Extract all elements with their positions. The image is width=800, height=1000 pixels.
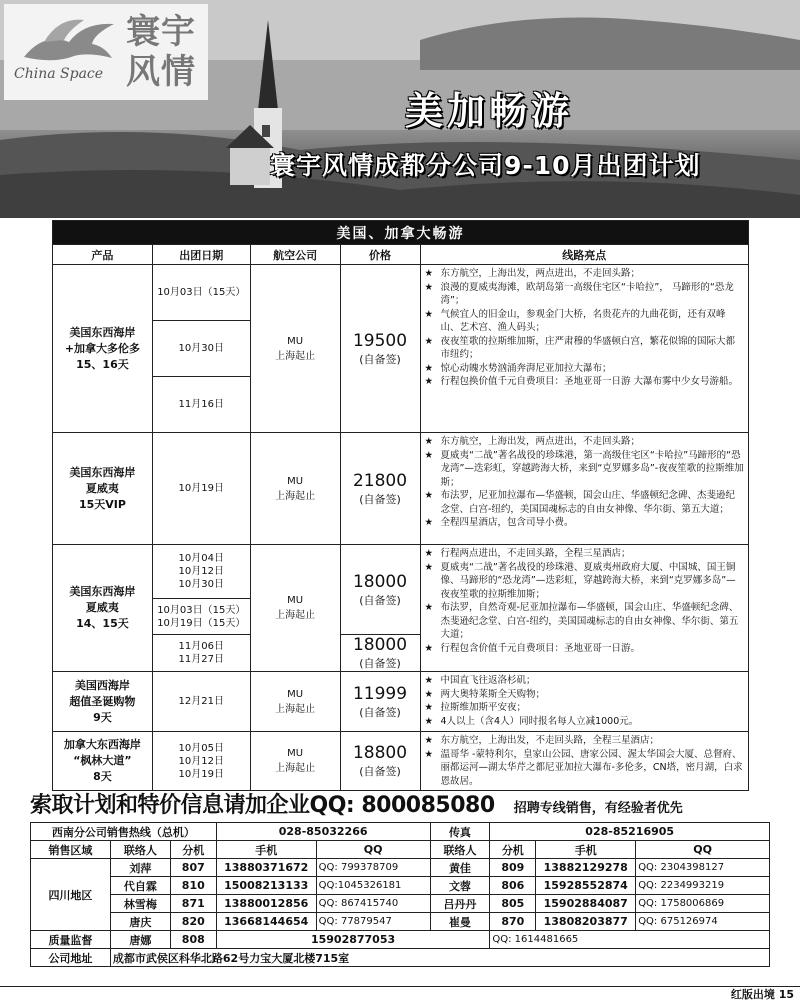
column-header: 分机 (170, 841, 216, 859)
contact-table (30, 822, 770, 967)
highlights-cell: ★ 中国直飞往返洛杉矶； ★ 两大奥特莱斯全天购物； ★ 拉斯维加斯平安夜； ★ 4人以上（含4人）同时报名每人立减1000元。 (420, 672, 749, 732)
qq: QQ: 1758006869 (636, 895, 770, 913)
hotline-row (31, 823, 770, 841)
contact-name: 代自霖 (110, 877, 170, 895)
date-cell: 11月06日 11月27日 (152, 635, 250, 672)
column-header: 出团日期 (152, 245, 250, 265)
hotline-number: 028-85032266 (216, 823, 430, 841)
price-cell: 18000 (自备签) (340, 635, 420, 672)
mobile: 13882129278 (536, 859, 636, 877)
table-header-row (53, 245, 749, 265)
column-header: 销售区域 (31, 841, 111, 859)
qq: QQ: 675126974 (636, 913, 770, 931)
airline-cell: MU 上海起止 (250, 732, 340, 791)
address-row (31, 949, 770, 967)
page-title: 美加畅游 (405, 89, 574, 133)
column-header: 联络人 (110, 841, 170, 859)
column-header: 手机 (536, 841, 636, 859)
contact-name: 林雪梅 (110, 895, 170, 913)
date-cell: 10月30日 (152, 321, 250, 377)
date-cell: 11月16日 (152, 377, 250, 433)
contact-header-row (31, 841, 770, 859)
product-cell: 美国东西海岸 +加拿大多伦多 15、16天 (53, 265, 153, 433)
contact-name: 唐庆 (110, 913, 170, 931)
column-header: QQ (636, 841, 770, 859)
table-row (31, 859, 770, 877)
table-row (53, 545, 749, 599)
extension: 807 (170, 859, 216, 877)
logo (4, 4, 208, 100)
mobile: 15902884087 (536, 895, 636, 913)
qq: QQ:1045326181 (316, 877, 430, 895)
contact-name: 文蓉 (430, 877, 490, 895)
airline-cell: MU 上海起止 (250, 433, 340, 545)
qq: QQ: 1614481665 (490, 931, 770, 949)
table-row (31, 913, 770, 931)
extension: 870 (490, 913, 536, 931)
product-cell: 美国西海岸 超值圣诞购物 9天 (53, 672, 153, 732)
contact-name: 黄佳 (430, 859, 490, 877)
highlights-cell: ★ 东方航空，上海出发，两点进出，不走回头路； ★ 夏威夷“二战”著名战役的珍珠港，第一高级住宅区“卡哈拉”马蹄形的“恐龙湾”—迭彩虹，穿越跨海大桥，来到“克罗娜多岛”-夜夜笙歌的拉斯维加斯； ★ 布法罗，尼亚加拉瀑布—华盛顿，国会山庄、华盛顿纪念碑、杰斐逊纪念堂、白宫-纽约，美国国魂标志的自由女神像、华尔街、第五大道； ★ 全程四星酒店，包含司导小费。 (420, 433, 749, 545)
contact-name: 崔曼 (430, 913, 490, 931)
contact-name: 刘萍 (110, 859, 170, 877)
hotline-label: 西南分公司销售热线（总机） (31, 823, 217, 841)
contact-name: 唐娜 (110, 931, 170, 949)
price-cell: 19500 (自备签) (340, 265, 420, 433)
table-row (53, 265, 749, 321)
date-cell: 12月21日 (152, 672, 250, 732)
qq: QQ: 799378709 (316, 859, 430, 877)
mobile: 13668144654 (216, 913, 316, 931)
highlights-cell: ★ 行程两点进出，不走回头路，全程三星酒店； ★ 夏威夷“二战”著名战役的珍珠港、夏威夷州政府大厦、中国城、国王铜像、马蹄形的“恐龙湾”—迭彩虹，穿越跨海大桥，来到“克罗娜多岛”—夜夜笙歌的拉斯维加斯； ★ 布法罗，自然奇观-尼亚加拉瀑布—华盛顿，国会山庄、华盛顿纪念碑、杰斐逊纪念堂、白宫-纽约，美国国魂标志的自由女神像、华尔街、第五大道； ★ 行程包含价值千元自费项目：圣地亚哥一日游。 (420, 545, 749, 672)
page-footer: 红版出境 15 (730, 988, 794, 1000)
mobile: 13880012856 (216, 895, 316, 913)
date-cell: 10月19日 (152, 433, 250, 545)
extension: 805 (490, 895, 536, 913)
region-cell: 四川地区 (31, 859, 111, 931)
qq: QQ: 867415740 (316, 895, 430, 913)
qq: QQ: 77879547 (316, 913, 430, 931)
extension: 806 (490, 877, 536, 895)
footer-divider (0, 986, 800, 987)
highlights-cell: ★ 东方航空，上海出发，两点进出，不走回头路； ★ 浪漫的夏威夷海滩，欧胡岛第一高级住宅区“卡哈拉”， 马蹄形的“恐龙湾”； ★ 气候宜人的旧金山，参观金门大桥，名贵花卉的九曲花街，还有双峰山、艺术宫、渔人码头； ★ 夜夜笙歌的拉斯维加斯，庄严肃穆的华盛顿白宫，繁花似锦的国际大都市纽约； ★ 惊心动魄水势汹涌奔湃尼亚加拉大瀑布； ★ 行程包换价值千元自费项目：圣地亚哥一日游 大瀑布雾中少女号游船。 (420, 265, 749, 433)
column-header: 联络人 (430, 841, 490, 859)
extension: 810 (170, 877, 216, 895)
supervisor-row (31, 931, 770, 949)
qq-info: 索取计划和特价信息请加企业QQ: 800085080 (30, 793, 495, 818)
extension: 808 (170, 931, 216, 949)
date-cell: 10月04日 10月12日 10月30日 (152, 545, 250, 599)
mobile: 13880371672 (216, 859, 316, 877)
table-row (53, 732, 749, 791)
fax-number: 028-85216905 (490, 823, 770, 841)
column-header: 线路亮点 (420, 245, 749, 265)
extension: 809 (490, 859, 536, 877)
date-cell: 10月03日（15天） 10月19日（15天） (152, 599, 250, 635)
mobile: 15928552874 (536, 877, 636, 895)
qq: QQ: 2234993219 (636, 877, 770, 895)
airline-cell: MU 上海起止 (250, 672, 340, 732)
table-row (31, 877, 770, 895)
qq-call-to-action (30, 788, 790, 824)
table-row (53, 672, 749, 732)
column-header: 分机 (490, 841, 536, 859)
date-cell: 10月03日（15天） (152, 265, 250, 321)
column-header: 价格 (340, 245, 420, 265)
price-cell: 11999 (自备签) (340, 672, 420, 732)
page-subtitle: 寰宇风情成都分公司9-10月出团计划 (270, 151, 701, 180)
supervisor-label: 质量监督 (31, 931, 111, 949)
section-title: 美国、加拿大畅游 (53, 221, 749, 245)
address: 成都市武侯区科华北路62号力宝大厦北楼715室 (110, 949, 769, 967)
mobile: 13808203877 (536, 913, 636, 931)
extension: 871 (170, 895, 216, 913)
winged-horse-icon (14, 12, 124, 72)
mobile: 15902877053 (216, 931, 490, 949)
brand-name-cn: 寰宇风情 (126, 12, 196, 92)
tour-table (52, 220, 749, 791)
airline-cell: MU 上海起止 (250, 265, 340, 433)
brand-name-en: China Space (14, 66, 104, 82)
extension: 820 (170, 913, 216, 931)
price-cell: 18000 (自备签) (340, 545, 420, 635)
hiring-note: 招聘专线销售，有经验者优先 (513, 801, 683, 816)
product-cell: 美国东西海岸 夏威夷 15天VIP (53, 433, 153, 545)
price-cell: 21800 (自备签) (340, 433, 420, 545)
date-cell: 10月05日 10月12日 10月19日 (152, 732, 250, 791)
table-row (53, 433, 749, 545)
price-cell: 18800 (自备签) (340, 732, 420, 791)
header-banner (0, 0, 800, 218)
column-header: QQ (316, 841, 430, 859)
product-cell: 加拿大东西海岸 “枫林大道” 8天 (53, 732, 153, 791)
address-label: 公司地址 (31, 949, 111, 967)
column-header: 手机 (216, 841, 316, 859)
mobile: 15008213133 (216, 877, 316, 895)
qq: QQ: 2304398127 (636, 859, 770, 877)
fax-label: 传真 (430, 823, 490, 841)
table-row (31, 895, 770, 913)
contact-name: 吕丹丹 (430, 895, 490, 913)
highlights-cell: ★ 东方航空，上海出发，不走回头路，全程三星酒店； ★ 温哥华 -蒙特利尔，皇家山公园、唐家公园、渥太华国会大厦、总督府、丽都运河—湖太华芹之都尼亚加拉大瀑布-多伦多，CN塔，密月湖，白求恩故居。 (420, 732, 749, 791)
column-header: 航空公司 (250, 245, 340, 265)
column-header: 产品 (53, 245, 153, 265)
airline-cell: MU 上海起止 (250, 545, 340, 672)
product-cell: 美国东西海岸 夏威夷 14、15天 (53, 545, 153, 672)
